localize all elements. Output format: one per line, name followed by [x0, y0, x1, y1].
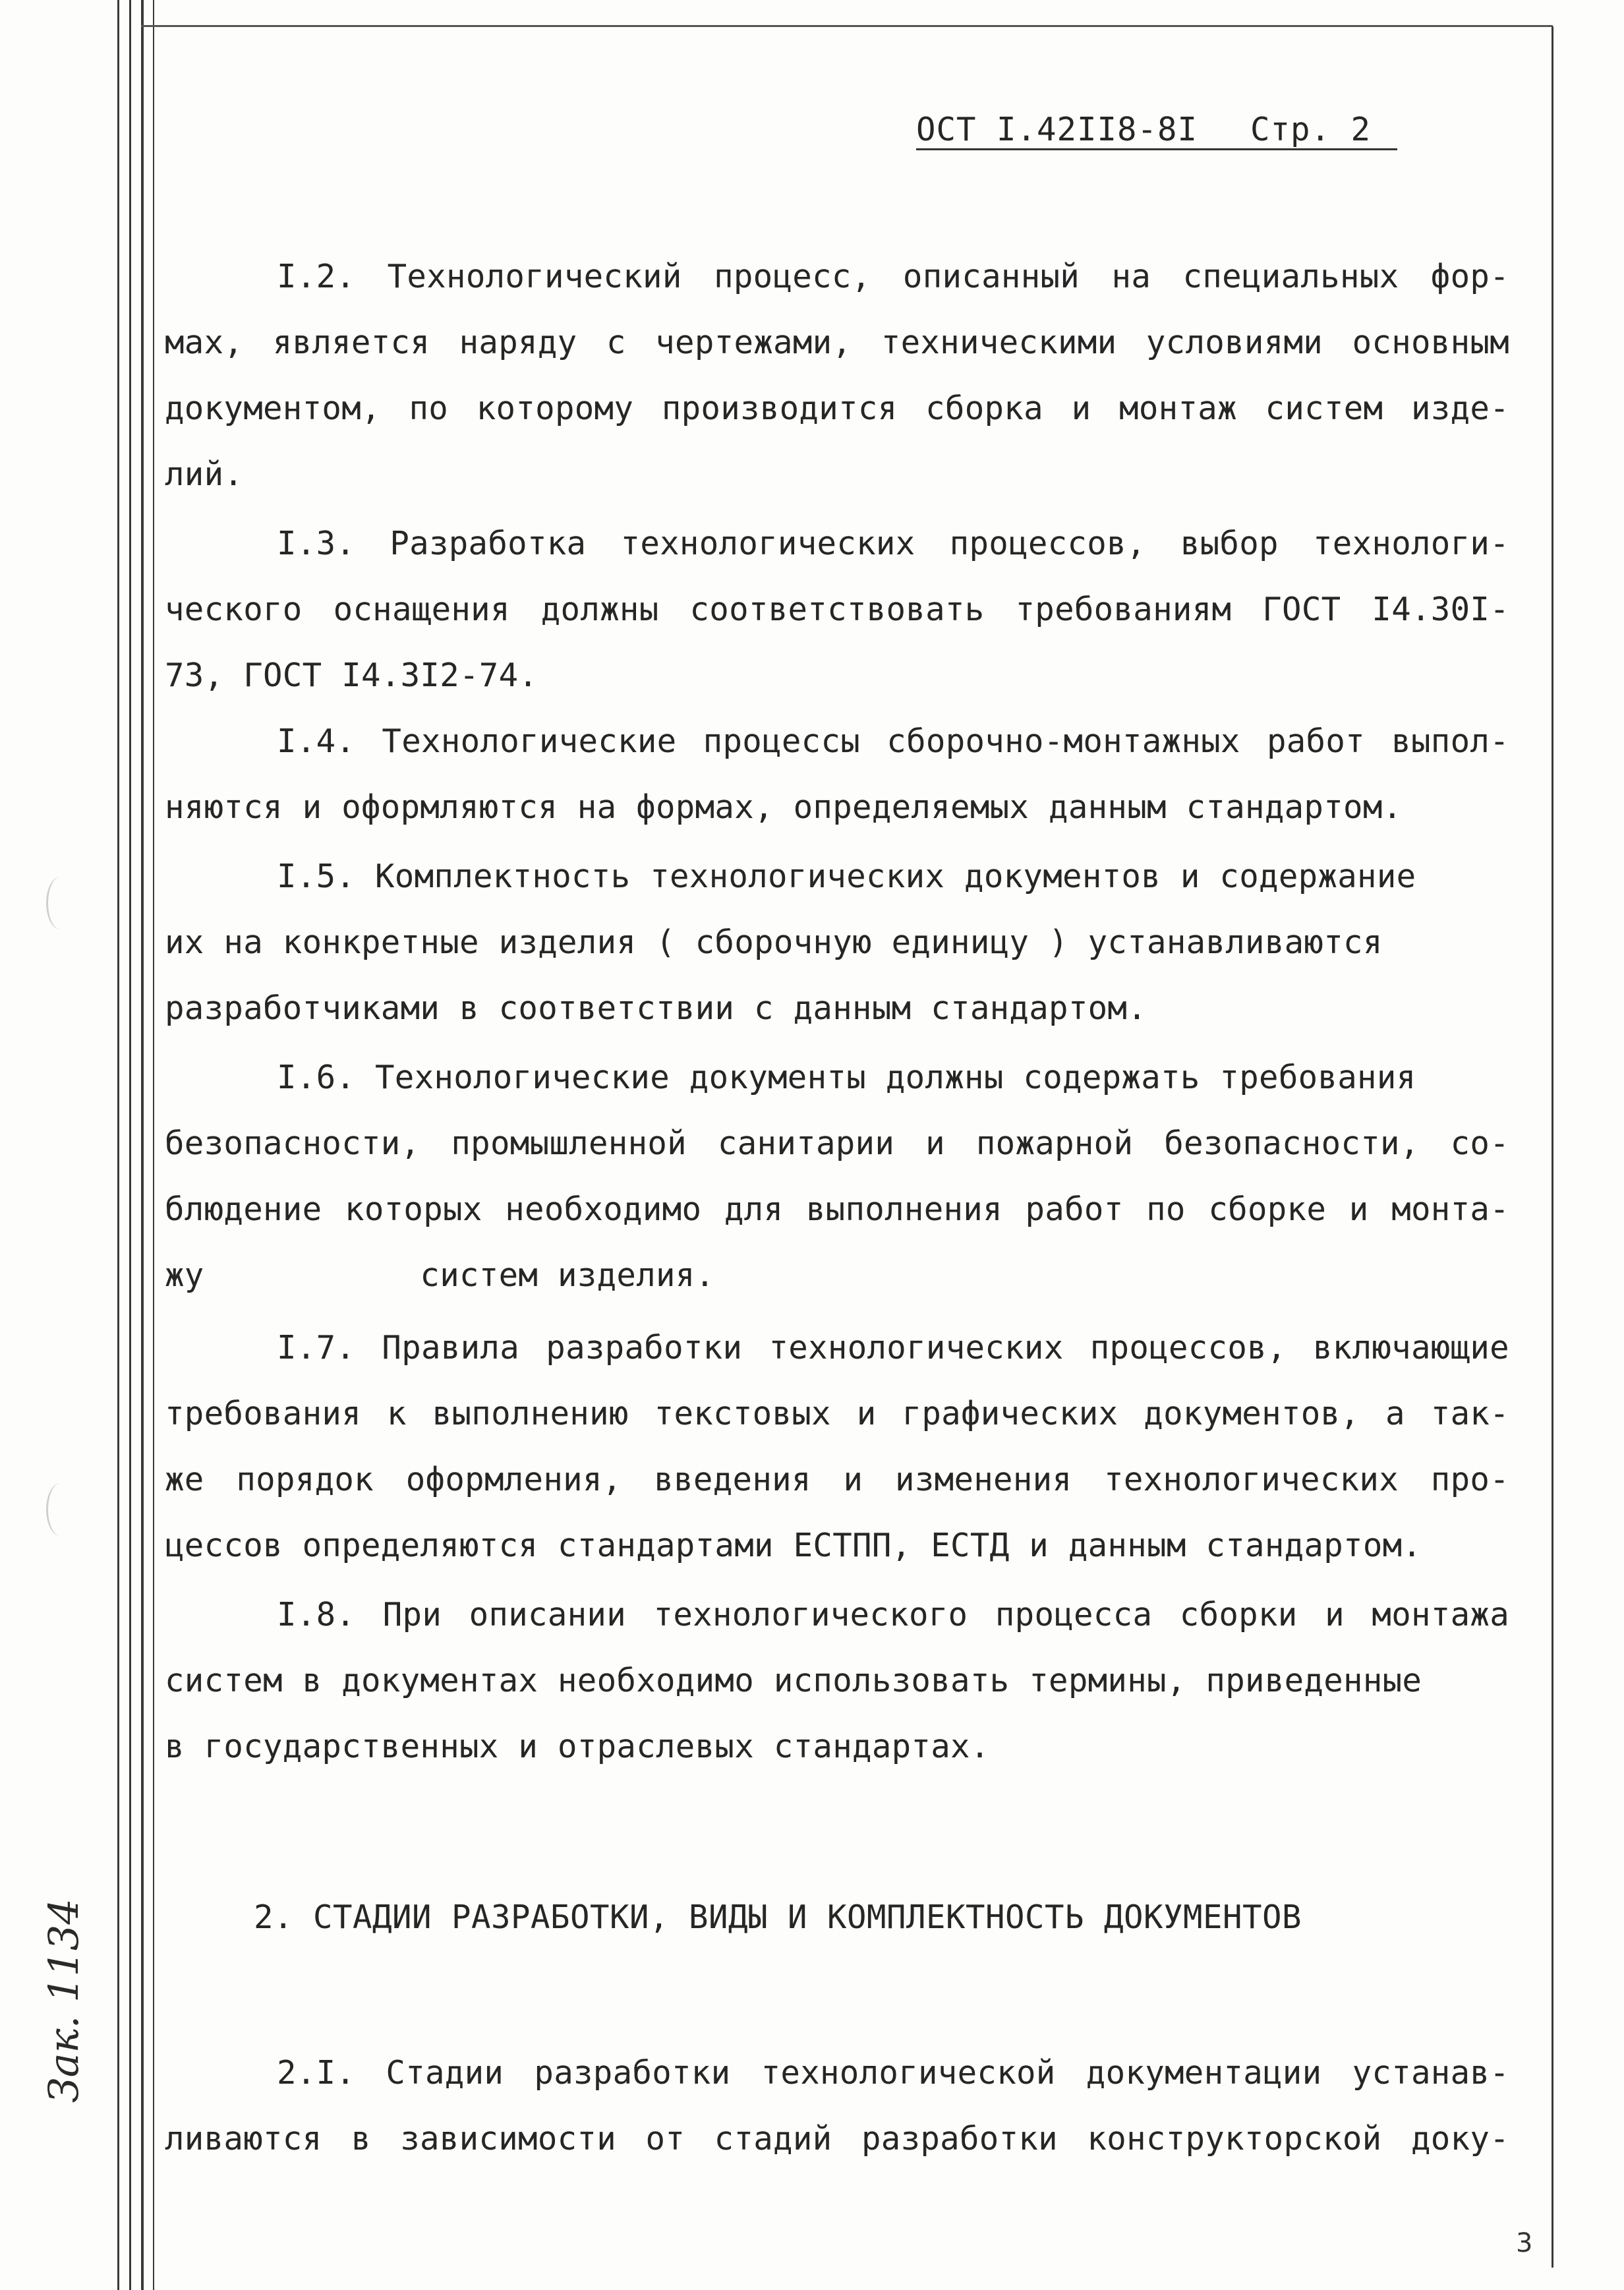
text-line: цессов определяются стандартами ЕСТПП, ЕСТД и данным стандартом. [165, 1527, 1422, 1564]
margin-rule [117, 0, 119, 2290]
punch-hole-mark [46, 1483, 74, 1536]
handwritten-order-note: Зак. 1134 [40, 1898, 88, 2103]
text-line: мах, является наряду с чертежами, техническими условиями основным [165, 324, 1509, 361]
text-line: их на конкретные изделия ( сборочную единицу ) устанавливаются [165, 924, 1383, 961]
text-line: I.8. При описании технологического процесса сборки и монтажа [277, 1596, 1509, 1633]
paragraph-2-1 [165, 2040, 1509, 2172]
page-header [916, 111, 1397, 150]
text-line: I.3. Разработка технологических процессов, выбор технологи- [277, 525, 1509, 562]
text-line: в государственных и отраслевых стандартах. [165, 1728, 990, 1765]
text-line: жу систем изделия. [165, 1256, 715, 1294]
margin-rule [153, 0, 154, 2290]
text-line: же порядок оформления, введения и изменения технологических про- [165, 1461, 1509, 1498]
page-number-label: Стр. 2 [1250, 111, 1372, 148]
right-border [1552, 26, 1553, 2268]
paragraph-1-8 [165, 1582, 1509, 1780]
text-line: лий. [165, 455, 244, 493]
paragraph-1-4 [165, 709, 1509, 840]
punch-hole-mark [46, 877, 74, 929]
footer-page-number: 3 [1516, 2228, 1533, 2258]
text-line: 73, ГОСТ I4.3I2-74. [165, 657, 538, 694]
text-line: документом, по которому производится сборка и монтаж систем изде- [165, 390, 1509, 427]
text-line: I.5. Комплектность технологических документов и содержание [277, 858, 1416, 895]
top-border [141, 25, 1553, 27]
text-line: I.4. Технологические процессы сборочно-монтажных работ выпол- [277, 722, 1509, 760]
paragraph-1-3 [165, 511, 1509, 709]
text-line: систем в документах необходимо использовать термины, приведенные [165, 1662, 1422, 1699]
text-line: ческого оснащения должны соответствовать требованиям ГОСТ I4.30I- [165, 591, 1509, 628]
text-line: требования к выполнению текстовых и графических документов, а так- [165, 1395, 1509, 1432]
text-line: безопасности, промышленной санитарии и пожарной безопасности, со- [165, 1125, 1509, 1162]
text-line: I.7. Правила разработки технологических процессов, включающие [277, 1329, 1509, 1366]
doc-code: ОСТ I.42II8-8I [916, 111, 1198, 148]
text-line: ливаются в зависимости от стадий разработки конструкторской доку- [165, 2120, 1509, 2158]
text-line: I.2. Технологический процесс, описанный на специальных фор- [277, 258, 1509, 295]
text-line: няются и оформляются на формах, определяемых данным стандартом. [165, 788, 1403, 826]
text-line: разработчиками в соответствии с данным стандартом. [165, 989, 1147, 1027]
text-line: блюдение которых необходимо для выполнения работ по сборке и монта- [165, 1190, 1509, 1228]
paragraph-1-5 [165, 844, 1509, 1042]
paragraph-1-6 [165, 1045, 1509, 1308]
margin-rule [141, 0, 144, 2290]
text-line: 2.I. Стадии разработки технологической документации устанав- [277, 2054, 1509, 2092]
text-line: I.6. Технологические документы должны содержать требования [277, 1059, 1416, 1096]
section-heading: 2. СТАДИИ РАЗРАБОТКИ, ВИДЫ И КОМПЛЕКТНОСТЬ ДОКУМЕНТОВ [254, 1898, 1302, 1936]
paragraph-1-2 [165, 244, 1509, 508]
paragraph-1-7 [165, 1315, 1509, 1579]
margin-rule [129, 0, 131, 2290]
